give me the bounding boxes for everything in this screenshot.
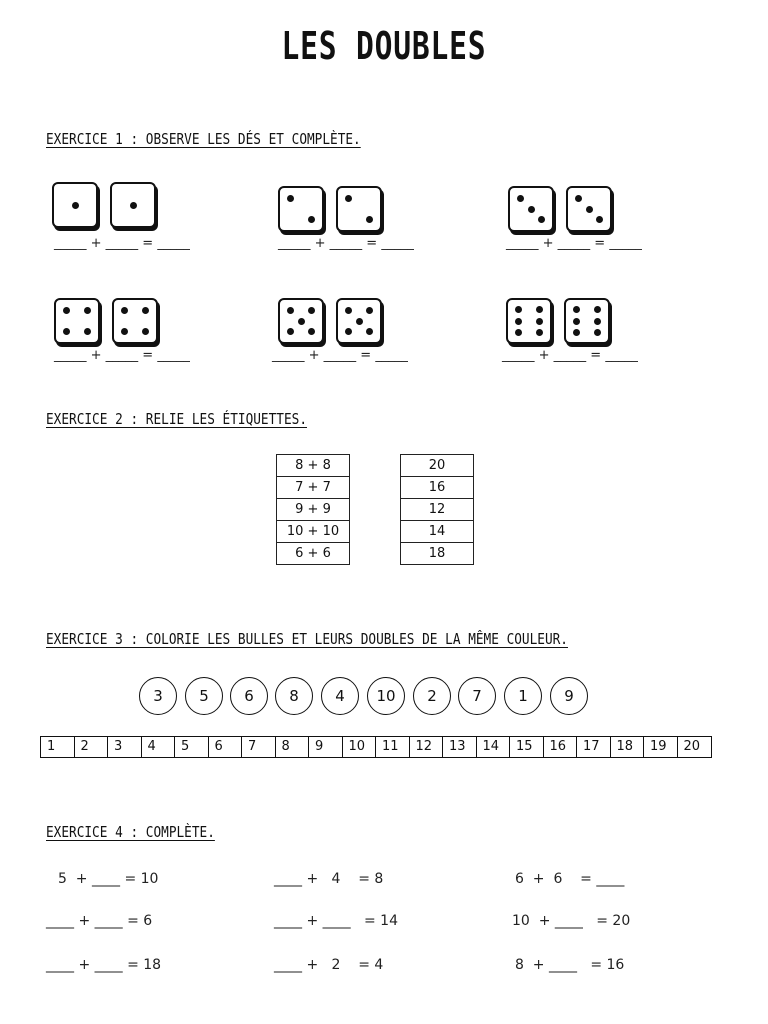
pip	[517, 195, 524, 202]
equation-1: _____ + _____ = _____	[54, 236, 190, 251]
pip	[345, 195, 352, 202]
pip	[298, 318, 305, 325]
number-cell[interactable]: 18	[611, 737, 645, 757]
left-label[interactable]: 6 + 6	[295, 546, 331, 561]
die-5	[278, 298, 324, 344]
die-4	[112, 298, 158, 344]
left-label[interactable]: 9 + 9	[277, 499, 349, 521]
bubble[interactable]: 4	[321, 677, 359, 715]
pip	[536, 329, 543, 336]
fill-equation[interactable]: ____ + 4 = 8	[274, 871, 384, 887]
number-cell[interactable]: 14	[477, 737, 511, 757]
pip	[63, 328, 70, 335]
bubble[interactable]: 8	[275, 677, 313, 715]
pip	[573, 329, 580, 336]
pip	[594, 306, 601, 313]
number-cell[interactable]: 10	[343, 737, 377, 757]
pip	[575, 195, 582, 202]
pip	[536, 306, 543, 313]
die-6	[564, 298, 610, 344]
pip	[345, 307, 352, 314]
die-2	[336, 186, 382, 232]
fill-equation[interactable]: ____ + ____ = 18	[46, 957, 162, 973]
number-cell[interactable]: 6	[209, 737, 243, 757]
bubble[interactable]: 7	[458, 677, 496, 715]
bubble[interactable]: 5	[185, 677, 223, 715]
right-label[interactable]: 14	[401, 521, 473, 543]
left-label[interactable]: 10 + 10	[277, 521, 349, 543]
fill-equation[interactable]: 6 + 6 = ____	[515, 871, 625, 887]
pip	[366, 307, 373, 314]
pip	[121, 307, 128, 314]
die-2	[278, 186, 324, 232]
pip	[308, 307, 315, 314]
page-title: LES DOUBLES	[281, 24, 487, 68]
number-cell[interactable]: 12	[410, 737, 444, 757]
number-cell[interactable]: 4	[142, 737, 176, 757]
left-label[interactable]: 7 + 7	[277, 477, 349, 499]
left-label[interactable]: 8 + 8	[277, 455, 349, 477]
number-cell[interactable]: 5	[175, 737, 209, 757]
right-label[interactable]: 16	[401, 477, 473, 499]
number-cell[interactable]: 3	[108, 737, 142, 757]
equation-6: _____ + _____ = _____	[502, 348, 638, 363]
fill-equation[interactable]: ____ + ____ = 14	[274, 913, 398, 929]
number-cell[interactable]: 17	[577, 737, 611, 757]
pip	[596, 216, 603, 223]
bubble[interactable]: 1	[504, 677, 542, 715]
pip	[573, 306, 580, 313]
number-cell[interactable]: 1	[41, 737, 75, 757]
die-6	[506, 298, 552, 344]
number-cell[interactable]: 15	[510, 737, 544, 757]
pip	[84, 307, 91, 314]
exercise-2-heading: EXERCICE 2 : RELIE LES ÉTIQUETTES.	[46, 410, 307, 428]
equation-3: _____ + _____ = _____	[506, 236, 642, 251]
pip	[63, 307, 70, 314]
fill-equation[interactable]: ____ + ____ = 6	[46, 913, 153, 929]
bubble[interactable]: 6	[230, 677, 268, 715]
number-line	[40, 736, 712, 758]
bubble[interactable]: 2	[413, 677, 451, 715]
pip	[586, 206, 593, 213]
die-3	[566, 186, 612, 232]
number-cell[interactable]: 13	[443, 737, 477, 757]
right-label[interactable]: 18	[428, 546, 446, 561]
exercise-4-heading: EXERCICE 4 : COMPLÈTE.	[46, 823, 215, 841]
fill-equation[interactable]: 10 + ____ = 20	[512, 913, 631, 929]
pip	[121, 328, 128, 335]
pip	[130, 202, 137, 209]
number-cell[interactable]: 9	[309, 737, 343, 757]
pip	[536, 318, 543, 325]
right-labels	[400, 454, 474, 565]
bubble[interactable]: 9	[550, 677, 588, 715]
die-4	[54, 298, 100, 344]
pip	[366, 328, 373, 335]
die-1	[52, 182, 98, 228]
bubble[interactable]: 10	[367, 677, 405, 715]
pip	[573, 318, 580, 325]
pip	[345, 328, 352, 335]
number-cell[interactable]: 2	[75, 737, 109, 757]
pip	[287, 328, 294, 335]
pip	[308, 216, 315, 223]
right-label[interactable]: 20	[401, 455, 473, 477]
equation-5: _____ + _____ = _____	[272, 348, 408, 363]
number-cell[interactable]: 8	[276, 737, 310, 757]
number-cell[interactable]: 7	[242, 737, 276, 757]
fill-equation[interactable]: 8 + ____ = 16	[515, 957, 625, 973]
pip	[515, 329, 522, 336]
pip	[287, 307, 294, 314]
pip	[515, 318, 522, 325]
pip	[366, 216, 373, 223]
pip	[142, 328, 149, 335]
die-1	[110, 182, 156, 228]
pip	[356, 318, 363, 325]
pip	[594, 318, 601, 325]
pip	[515, 306, 522, 313]
number-cell[interactable]: 19	[644, 737, 678, 757]
pip	[142, 307, 149, 314]
die-5	[336, 298, 382, 344]
right-label[interactable]: 12	[401, 499, 473, 521]
exercise-3-heading: EXERCICE 3 : COLORIE LES BULLES ET LEURS DOUBLES DE LA MÊME COULEUR.	[46, 630, 568, 648]
equation-2: _____ + _____ = _____	[278, 236, 414, 251]
pip	[84, 328, 91, 335]
pip	[528, 206, 535, 213]
pip	[538, 216, 545, 223]
left-labels	[276, 454, 350, 565]
number-cell[interactable]: 11	[376, 737, 410, 757]
pip	[72, 202, 79, 209]
pip	[287, 195, 294, 202]
die-3	[508, 186, 554, 232]
pip	[308, 328, 315, 335]
number-cell[interactable]: 16	[544, 737, 578, 757]
fill-equation[interactable]: 5 + ____ = 10	[58, 871, 159, 887]
exercise-1-heading: EXERCICE 1 : OBSERVE LES DÉS ET COMPLÈTE.	[46, 130, 361, 148]
equation-4: _____ + _____ = _____	[54, 348, 190, 363]
fill-equation[interactable]: ____ + 2 = 4	[274, 957, 384, 973]
number-cell[interactable]: 20	[683, 739, 701, 754]
pip	[594, 329, 601, 336]
bubble[interactable]: 3	[139, 677, 177, 715]
